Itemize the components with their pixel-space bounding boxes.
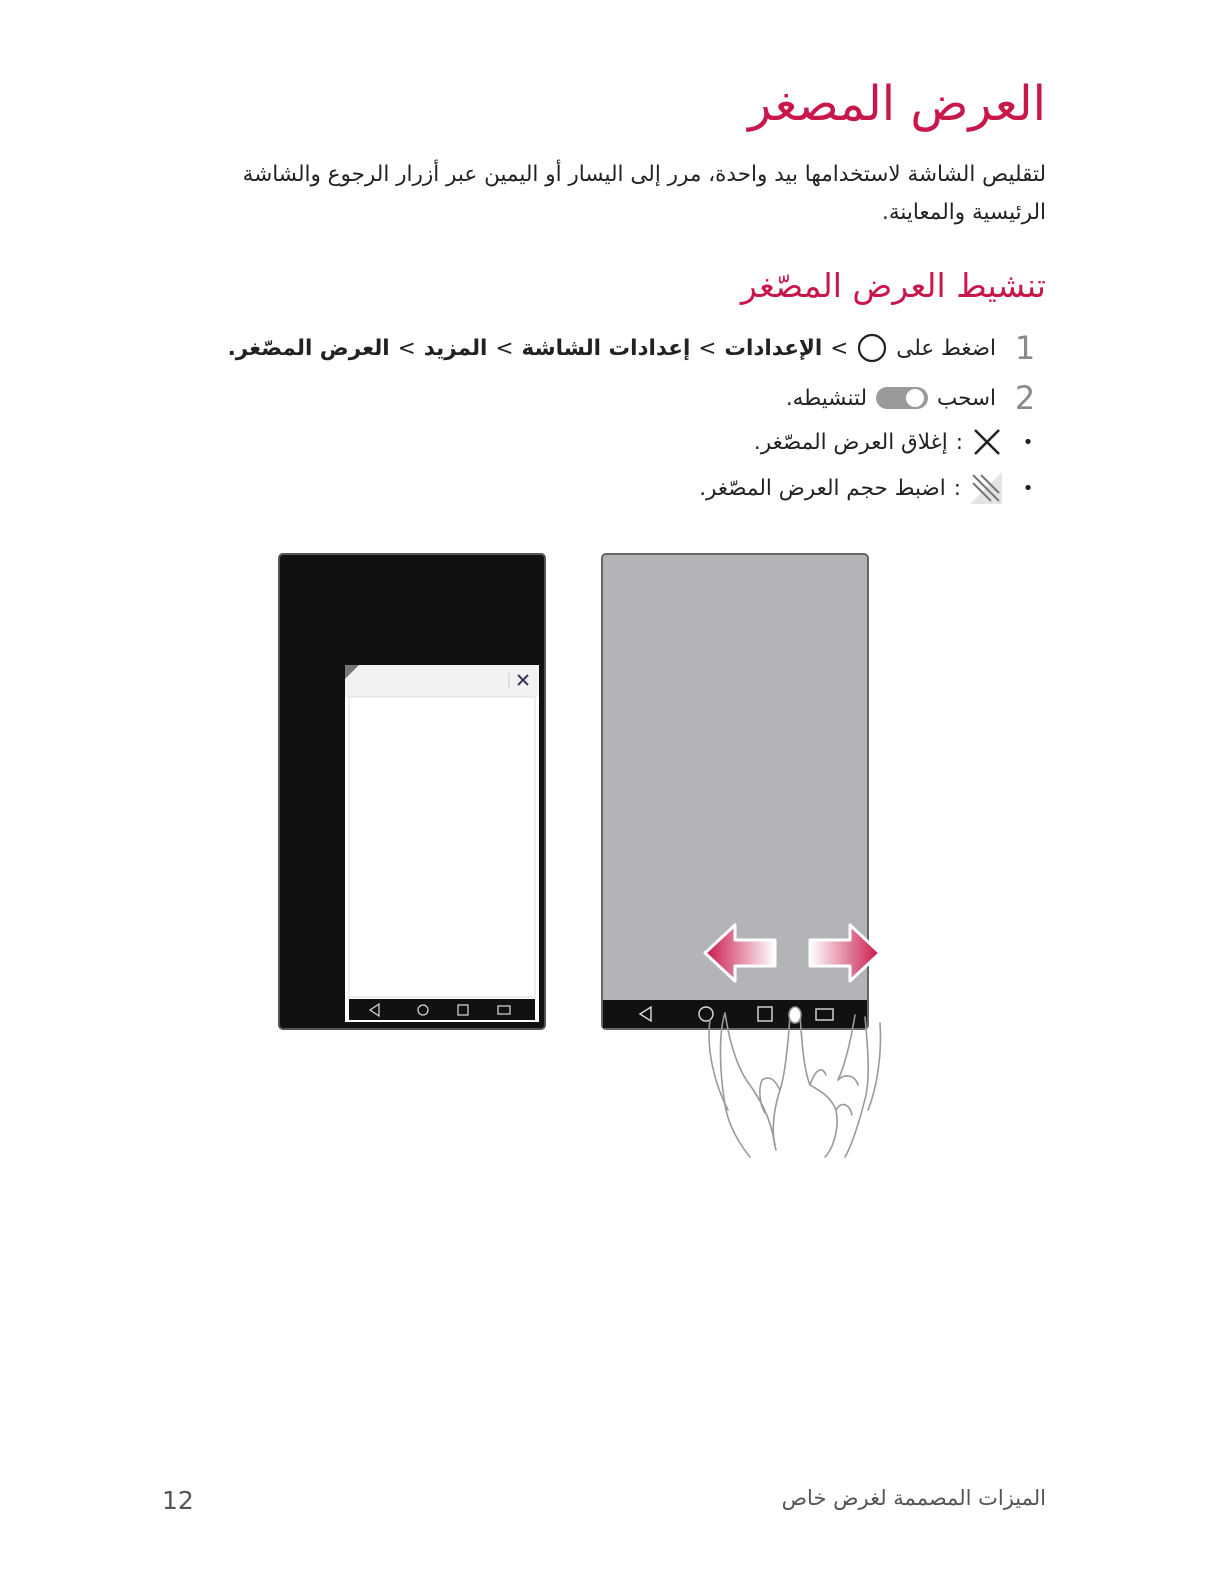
toggle-switch-icon [875,385,929,411]
step-2 [186,376,1046,420]
path-separator: > [830,335,849,361]
path-more: المزيد [423,335,488,361]
resize-handle-icon [969,471,1003,505]
step-text-activate: لتنشيطه. [785,385,868,411]
path-display: إعدادات الشاشة [521,335,691,361]
path-target: العرض المصّغر. [227,335,390,361]
bullet-close [754,422,1039,462]
phone-swipe-gesture [602,554,881,1157]
bullet-colon: : [955,429,963,455]
bullet-dot: • [1022,477,1034,499]
step-text-drag: اسحب [937,385,996,411]
phone-mini-view [279,554,545,1029]
step-text-press: اضغط على [896,335,996,361]
step-number: 2 [1014,379,1036,417]
footer-section-title: الميزات المصممة لغرض خاص [781,1486,1046,1510]
bullet-colon: : [953,475,961,501]
path-separator: > [698,335,717,361]
bullet-text: إغلاق العرض المصّغر. [753,429,948,455]
step-1 [186,326,1046,370]
close-x-icon [971,426,1003,458]
home-circle-icon [856,332,888,364]
bullet-resize [699,468,1039,508]
page-title: العرض المصغر [748,76,1046,132]
section-title: تنشيط العرض المصّغر [740,266,1046,305]
path-separator: > [495,335,514,361]
mini-view-illustration [270,545,900,1165]
path-settings: الإعدادات [724,335,823,361]
page-number: 12 [162,1486,194,1515]
path-separator: > [397,335,416,361]
bullet-dot: • [1022,431,1034,453]
intro-paragraph: لتقليص الشاشة لاستخدامها بيد واحدة، مرر إلى اليسار أو اليمين عبر أزرار الرجوع والشاشة الرئيسية والمعاينة. [242,162,1046,225]
step-number: 1 [1014,329,1036,367]
bullet-text: اضبط حجم العرض المصّغر. [699,475,946,501]
